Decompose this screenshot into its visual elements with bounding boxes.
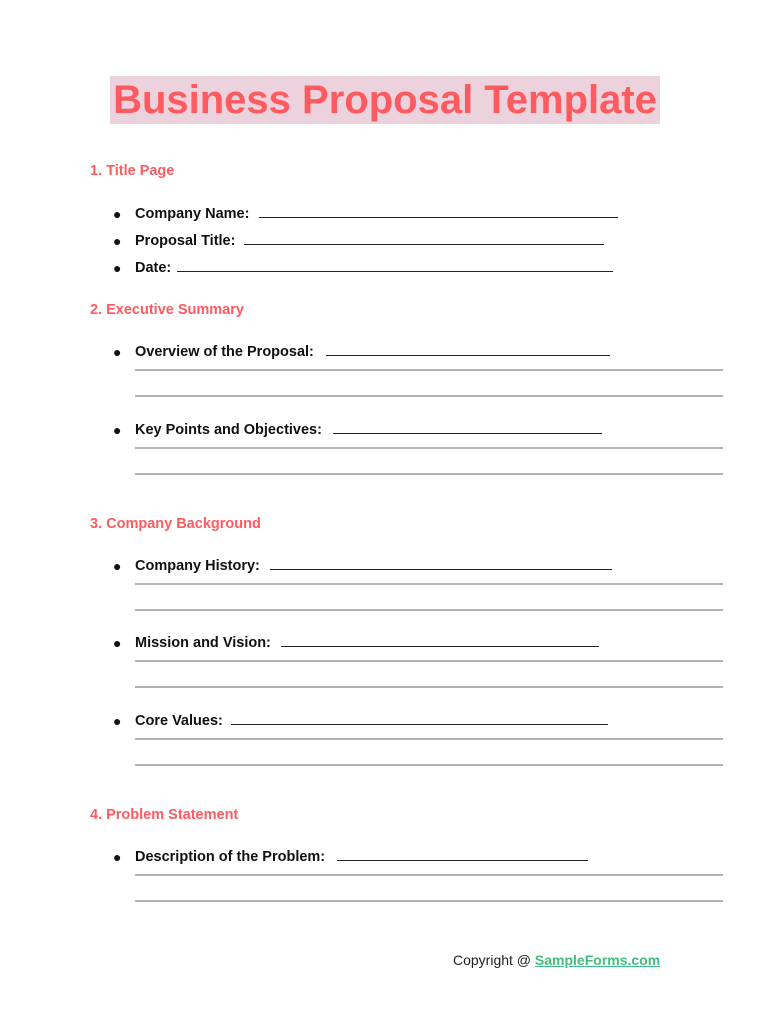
field-label: Date: [135,260,172,276]
fill-in-line[interactable] [333,433,602,434]
answer-line[interactable] [135,900,723,902]
sampleforms-link[interactable]: SampleForms.com [534,952,661,968]
answer-line[interactable] [135,473,723,475]
bullet-icon: ● [113,260,122,276]
fill-in-line[interactable] [337,860,588,861]
field-label: Core Values: [135,713,223,729]
bullet-icon: ● [113,233,122,249]
fill-in-line[interactable] [281,646,599,647]
field-label: Description of the Problem: [135,849,326,865]
fill-in-line[interactable] [177,271,613,272]
field-label: Company Name: [135,206,250,222]
answer-line[interactable] [135,738,723,740]
copyright-text: Copyright @ [453,952,535,968]
field-label: Proposal Title: [135,233,236,249]
answer-line[interactable] [135,369,723,371]
answer-line[interactable] [135,447,723,449]
field-label: Mission and Vision: [135,635,271,651]
answer-line[interactable] [135,609,723,611]
bullet-icon: ● [113,635,122,651]
bullet-icon: ● [113,422,122,438]
page-title: Business Proposal Template [113,78,657,122]
bullet-icon: ● [113,849,122,865]
bullet-icon: ● [113,713,122,729]
fill-in-line[interactable] [259,217,618,218]
title-highlight [110,76,660,124]
section-heading-company-background: 3. Company Background [90,516,261,532]
answer-line[interactable] [135,686,723,688]
answer-line[interactable] [135,764,723,766]
fill-in-line[interactable] [244,244,604,245]
bullet-icon: ● [113,206,122,222]
copyright-footer [453,952,660,968]
answer-line[interactable] [135,583,723,585]
fill-in-line[interactable] [326,355,610,356]
answer-line[interactable] [135,660,723,662]
section-heading-problem-statement: 4. Problem Statement [90,807,239,823]
field-label: Key Points and Objectives: [135,422,322,438]
answer-line[interactable] [135,395,723,397]
bullet-icon: ● [113,558,122,574]
field-label: Company History: [135,558,260,574]
field-label: Overview of the Proposal: [135,344,314,360]
section-heading-title-page: 1. Title Page [90,163,175,179]
fill-in-line[interactable] [231,724,608,725]
section-heading-executive-summary: 2. Executive Summary [90,302,244,318]
fill-in-line[interactable] [270,569,612,570]
bullet-icon: ● [113,344,122,360]
answer-line[interactable] [135,874,723,876]
